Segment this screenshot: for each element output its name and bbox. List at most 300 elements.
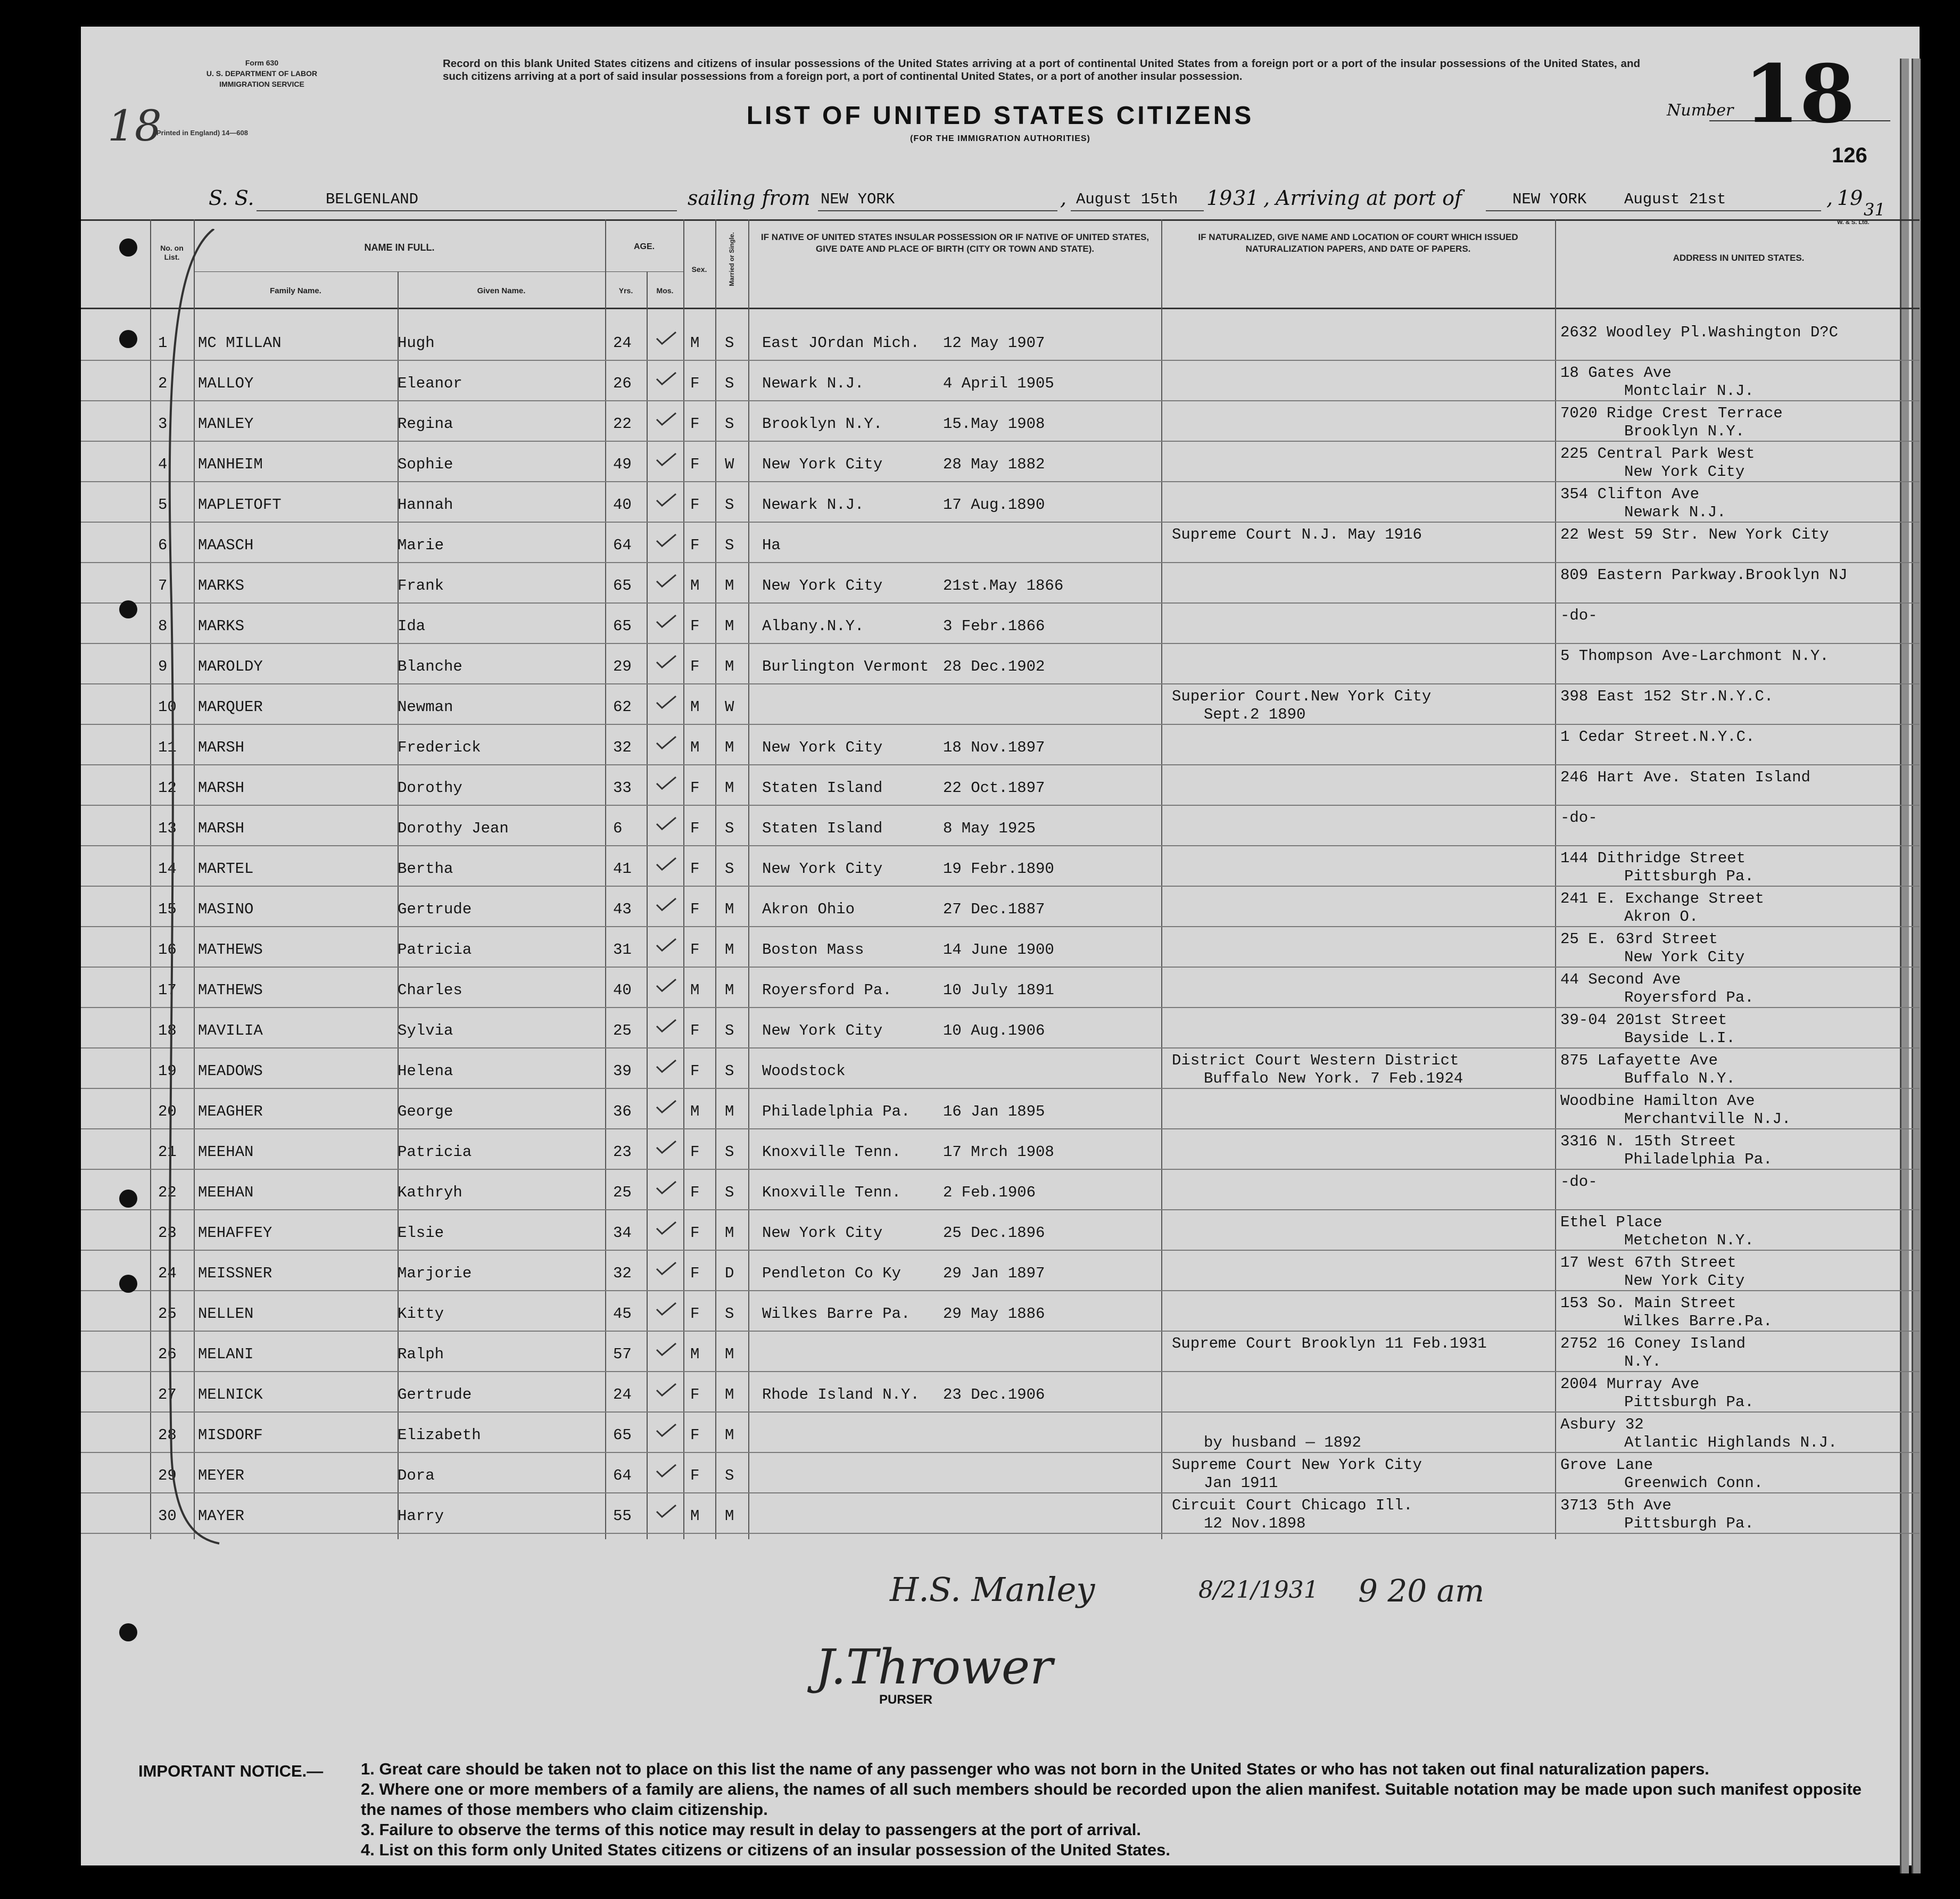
punch-hole <box>119 238 137 257</box>
given-name: Frank <box>398 577 444 595</box>
address-line-1: 354 Clifton Ave <box>1560 485 1700 503</box>
check-mark-icon <box>656 331 677 345</box>
birth-place: Rhode Island N.Y. <box>762 1386 920 1403</box>
check-mark-icon <box>656 412 677 426</box>
row-number: 11 <box>158 739 177 756</box>
sex: F <box>690 779 700 797</box>
age-years: 22 <box>613 415 632 433</box>
check-mark-icon <box>656 776 677 790</box>
row-number: 19 <box>158 1062 177 1080</box>
given-name: Ralph <box>398 1345 444 1363</box>
sex: M <box>690 1507 700 1525</box>
birth-place: Burlington Vermont <box>762 658 929 675</box>
age-years: 64 <box>613 1467 632 1484</box>
marital-status: M <box>725 1103 734 1120</box>
purser-label: PURSER <box>879 1692 933 1707</box>
given-name: Elizabeth <box>398 1426 481 1444</box>
age-years: 43 <box>613 901 632 918</box>
row-rule <box>81 1047 1920 1048</box>
sex: M <box>690 739 700 756</box>
birth-place: Staten Island <box>762 779 883 797</box>
row-rule <box>81 1452 1920 1453</box>
address-line-2: Pittsburgh Pa. <box>1624 1515 1754 1532</box>
marital-status: M <box>725 1507 734 1525</box>
header-top-rule <box>81 219 1920 221</box>
birth-date: 22 Oct.1897 <box>943 779 1045 797</box>
row-rule <box>81 481 1920 482</box>
given-name: Regina <box>398 415 453 433</box>
marital-status: S <box>725 415 734 433</box>
address-line-2: New York City <box>1624 1272 1745 1290</box>
sex: F <box>690 536 700 554</box>
family-name: MARSH <box>198 820 245 837</box>
age-years: 34 <box>613 1224 632 1242</box>
list-subtitle: (FOR THE IMMIGRATION AUTHORITIES) <box>910 134 1090 143</box>
punch-hole <box>119 330 137 348</box>
address-line-1: 22 West 59 Str. New York City <box>1560 526 1829 543</box>
given-name: Dorothy Jean <box>398 820 509 837</box>
check-mark-icon <box>656 1342 677 1356</box>
row-rule <box>81 400 1920 401</box>
address-line-1: 7020 Ridge Crest Terrace <box>1560 404 1783 422</box>
marital-status: W <box>725 698 734 716</box>
birth-date: 23 Dec.1906 <box>943 1386 1045 1403</box>
age-years: 40 <box>613 496 632 514</box>
departure-date: August 15th <box>1076 191 1178 208</box>
birth-date: 29 Jan 1897 <box>943 1265 1045 1282</box>
address-line-1: 225 Central Park West <box>1560 445 1755 463</box>
sex: F <box>690 1143 700 1161</box>
family-name: MATHEWS <box>198 941 263 959</box>
address-line-1: 18 Gates Ave <box>1560 364 1672 382</box>
family-name: MARSH <box>198 779 245 797</box>
family-name: MEADOWS <box>198 1062 263 1080</box>
marital-status: S <box>725 496 734 514</box>
address-line-2: Montclair N.J. <box>1624 382 1754 400</box>
family-name: MARTEL <box>198 860 254 878</box>
address-line-1: 5 Thompson Ave-Larchmont N.Y. <box>1560 647 1829 665</box>
purser-signature: J.Thrower <box>815 1639 1053 1695</box>
arrival-port: NEW YORK <box>1512 191 1587 208</box>
marital-status: M <box>725 1345 734 1363</box>
birth-date: 17 Aug.1890 <box>943 496 1045 514</box>
age-years: 25 <box>613 1184 632 1201</box>
marital-status: S <box>725 1467 734 1484</box>
age-years: 29 <box>613 658 632 675</box>
header-mos: Mos. <box>656 286 674 295</box>
given-name: George <box>398 1103 453 1120</box>
arrival-year-prefix: 19 <box>1837 186 1863 210</box>
marital-status: M <box>725 901 734 918</box>
header-yrs: Yrs. <box>618 286 633 295</box>
comma: , <box>1060 186 1067 210</box>
row-number: 24 <box>158 1265 177 1282</box>
sex: F <box>690 617 700 635</box>
age-years: 23 <box>613 1143 632 1161</box>
birth-place: Wilkes Barre Pa. <box>762 1305 911 1323</box>
age-years: 6 <box>613 820 623 837</box>
col-rule <box>150 219 151 1539</box>
notice-item-3: 3. Failure to observe the terms of this notice may result in delay to passengers at the port of arrival. <box>361 1820 1142 1839</box>
given-name: Marie <box>398 536 444 554</box>
birth-date: 14 June 1900 <box>943 941 1054 959</box>
given-name: Patricia <box>398 1143 472 1161</box>
family-name: MC MILLAN <box>198 334 282 352</box>
row-number: 7 <box>158 577 168 595</box>
check-mark-icon <box>656 1302 677 1316</box>
given-name: Kathryh <box>398 1184 462 1201</box>
age-years: 24 <box>613 1386 632 1403</box>
inspector-time: 9 20 am <box>1358 1573 1485 1609</box>
given-name: Elsie <box>398 1224 444 1242</box>
given-name: Dora <box>398 1467 435 1484</box>
row-rule <box>81 1411 1920 1413</box>
age-years: 62 <box>613 698 632 716</box>
header-name-in-full: NAME IN FULL. <box>364 242 435 253</box>
row-number: 29 <box>158 1467 177 1484</box>
check-mark-icon <box>656 695 677 709</box>
address-line-2: Pittsburgh Pa. <box>1624 1393 1754 1411</box>
age-years: 64 <box>613 536 632 554</box>
notice-heading: IMPORTANT NOTICE.— <box>138 1762 324 1780</box>
family-name: MEEHAN <box>198 1184 254 1201</box>
naturalization-court: Superior Court.New York City <box>1172 688 1432 705</box>
address-line-1: Grove Lane <box>1560 1456 1653 1474</box>
manifest-sheet <box>81 27 1920 1865</box>
row-number: 16 <box>158 941 177 959</box>
address-line-1: 144 Dithridge Street <box>1560 849 1746 867</box>
given-name: Newman <box>398 698 453 716</box>
service: IMMIGRATION SERVICE <box>219 80 304 88</box>
check-mark-icon <box>656 452 677 466</box>
family-name: MALLOY <box>198 375 254 392</box>
punch-hole <box>119 1190 137 1208</box>
address-line-2: Philadelphia Pa. <box>1624 1151 1773 1168</box>
row-number: 18 <box>158 1022 177 1039</box>
department: U. S. DEPARTMENT OF LABOR <box>206 69 318 78</box>
sex: F <box>690 1265 700 1282</box>
notice-item-2: 2. Where one or more members of a family are aliens, the names of all such members should be recorded upon the alien manifest. Suitable notation may be made upon such manifest opposite the names of those members who claim citizenship. <box>361 1780 1862 1819</box>
naturalization-court: Circuit Court Chicago Ill. <box>1172 1497 1413 1514</box>
row-number: 8 <box>158 617 168 635</box>
naturalization-date: 12 Nov.1898 <box>1204 1515 1306 1532</box>
date-fill-line <box>1071 210 1204 211</box>
row-rule <box>81 1533 1920 1534</box>
sex: F <box>690 820 700 837</box>
header-naturalized: IF NATURALIZED, GIVE NAME AND LOCATION OF COURT WHICH ISSUED NATURALIZATION PAPERS, AND DATE OF PAPERS. <box>1198 232 1518 254</box>
address-line-1: Ethel Place <box>1560 1213 1663 1231</box>
row-number: 15 <box>158 901 177 918</box>
row-number: 21 <box>158 1143 177 1161</box>
birth-place: Ha <box>762 536 781 554</box>
naturalization-date: Buffalo New York. 7 Feb.1924 <box>1204 1070 1463 1087</box>
binding-edge <box>1912 59 1921 1873</box>
age-years: 33 <box>613 779 632 797</box>
row-number: 5 <box>158 496 168 514</box>
row-rule <box>81 643 1920 644</box>
col-rule <box>715 219 716 1539</box>
birth-place: Staten Island <box>762 820 883 837</box>
sex: F <box>690 1426 700 1444</box>
check-mark-icon <box>656 1423 677 1437</box>
birth-date: 10 Aug.1906 <box>943 1022 1045 1039</box>
naturalization-date: Jan 1911 <box>1204 1474 1278 1492</box>
birth-place: New York City <box>762 456 883 473</box>
family-name: MELANI <box>198 1345 254 1363</box>
birth-place: East JOrdan Mich. <box>762 334 920 352</box>
header-married: Married or Single. <box>728 232 735 286</box>
address-line-2: Akron O. <box>1624 908 1699 926</box>
row-number: 23 <box>158 1224 177 1242</box>
departure-port: NEW YORK <box>821 191 895 208</box>
address-line-2: Brooklyn N.Y. <box>1624 423 1745 440</box>
family-name: MEEHAN <box>198 1143 254 1161</box>
sex: F <box>690 1224 700 1242</box>
age-years: 25 <box>613 1022 632 1039</box>
row-rule <box>81 683 1920 684</box>
row-number: 22 <box>158 1184 177 1201</box>
family-name: MEHAFFEY <box>198 1224 272 1242</box>
printed-note: Printed in England) 14—608 <box>156 129 248 137</box>
header-address: ADDRESS IN UNITED STATES. <box>1673 253 1805 263</box>
check-mark-icon <box>656 897 677 911</box>
row-rule <box>81 441 1920 442</box>
check-mark-icon <box>656 978 677 992</box>
sex: F <box>690 1305 700 1323</box>
address-line-1: 1 Cedar Street.N.Y.C. <box>1560 728 1755 746</box>
birth-place: Philadelphia Pa. <box>762 1103 911 1120</box>
sex: M <box>690 577 700 595</box>
check-mark-icon <box>656 857 677 871</box>
row-rule <box>81 764 1920 765</box>
birth-place: New York City <box>762 577 883 595</box>
address-line-1: Woodbine Hamilton Ave <box>1560 1092 1755 1110</box>
family-name: MEAGHER <box>198 1103 263 1120</box>
marital-status: S <box>725 820 734 837</box>
marital-status: M <box>725 577 734 595</box>
given-name: Patricia <box>398 941 472 959</box>
marital-status: M <box>725 739 734 756</box>
address-line-1: 398 East 152 Str.N.Y.C. <box>1560 688 1774 705</box>
sex: F <box>690 941 700 959</box>
marital-status: M <box>725 617 734 635</box>
marital-status: S <box>725 860 734 878</box>
address-line-2: Newark N.J. <box>1624 503 1726 521</box>
row-rule <box>81 1331 1920 1332</box>
row-number: 9 <box>158 658 168 675</box>
birth-place: Brooklyn N.Y. <box>762 415 883 433</box>
sex: F <box>690 1184 700 1201</box>
row-rule <box>81 1209 1920 1210</box>
row-number: 4 <box>158 456 168 473</box>
check-mark-icon <box>656 1221 677 1235</box>
address-line-1: 17 West 67th Street <box>1560 1254 1736 1271</box>
punch-hole <box>119 1275 137 1293</box>
marital-status: M <box>725 658 734 675</box>
row-rule <box>81 1250 1920 1251</box>
address-line-1: 44 Second Ave <box>1560 971 1681 988</box>
marital-status: S <box>725 1305 734 1323</box>
check-mark-icon <box>656 533 677 547</box>
given-name: Blanche <box>398 658 462 675</box>
birth-date: 8 May 1925 <box>943 820 1036 837</box>
row-number: 14 <box>158 860 177 878</box>
birth-date: 15.May 1908 <box>943 415 1045 433</box>
birth-date: 19 Febr.1890 <box>943 860 1054 878</box>
header-sex: Sex. <box>691 265 707 274</box>
address-line-2: Royersford Pa. <box>1624 989 1754 1006</box>
sex: F <box>690 456 700 473</box>
birth-date: 25 Dec.1896 <box>943 1224 1045 1242</box>
birth-date: 4 April 1905 <box>943 375 1054 392</box>
birth-place: New York City <box>762 860 883 878</box>
address-line-1: 39-04 201st Street <box>1560 1011 1727 1029</box>
birth-place: New York City <box>762 1022 883 1039</box>
given-name: Hugh <box>398 334 435 352</box>
birth-date: 27 Dec.1887 <box>943 901 1045 918</box>
given-name: Gertrude <box>398 1386 472 1403</box>
departure-year-prefix: 19 <box>1206 186 1233 210</box>
check-mark-icon <box>656 736 677 749</box>
check-mark-icon <box>656 1140 677 1154</box>
row-rule <box>81 926 1920 927</box>
address-line-2: Merchantville N.J. <box>1624 1110 1791 1128</box>
age-years: 31 <box>613 941 632 959</box>
notice-item-4: 4. List on this form only United States citizens or citizens of an insular possession of the United States. <box>361 1840 1170 1859</box>
age-years: 26 <box>613 375 632 392</box>
col-rule <box>605 219 606 1539</box>
port-fill-line <box>818 210 1057 211</box>
age-years: 32 <box>613 1265 632 1282</box>
marital-status: M <box>725 1426 734 1444</box>
birth-date: 28 Dec.1902 <box>943 658 1045 675</box>
form-identifier <box>182 57 342 89</box>
birth-date: 29 May 1886 <box>943 1305 1045 1323</box>
given-name: Eleanor <box>398 375 462 392</box>
list-title: LIST OF UNITED STATES CITIZENS <box>746 102 1254 130</box>
birth-place: New York City <box>762 739 883 756</box>
birth-place: Boston Mass <box>762 941 864 959</box>
col-rule <box>748 219 749 1539</box>
address-line-2: N.Y. <box>1624 1353 1661 1370</box>
birth-place: Pendleton Co Ky <box>762 1265 902 1282</box>
sex: M <box>690 1345 700 1363</box>
address-line-1: Asbury 32 <box>1560 1416 1644 1433</box>
row-rule <box>81 1007 1920 1008</box>
given-name: Frederick <box>398 739 481 756</box>
punch-hole <box>119 1623 137 1641</box>
check-mark-icon <box>656 574 677 588</box>
given-name: Hannah <box>398 496 453 514</box>
birth-date: 18 Nov.1897 <box>943 739 1045 756</box>
row-number: 12 <box>158 779 177 797</box>
birth-place: Newark N.J. <box>762 496 864 514</box>
birth-date: 12 May 1907 <box>943 334 1045 352</box>
header-family-name: Family Name. <box>270 286 321 295</box>
sex: F <box>690 1467 700 1484</box>
marital-status: W <box>725 456 734 473</box>
address-line-2: New York City <box>1624 948 1745 966</box>
marital-status: D <box>725 1265 734 1282</box>
check-mark-icon <box>656 1504 677 1518</box>
family-name: MEYER <box>198 1467 245 1484</box>
row-rule <box>81 1371 1920 1372</box>
naturalization-court: District Court Western District <box>1172 1052 1459 1069</box>
given-name: Dorothy <box>398 779 462 797</box>
address-line-1: 809 Eastern Parkway.Brooklyn NJ <box>1560 566 1848 584</box>
row-number: 30 <box>158 1507 177 1525</box>
row-rule <box>81 1088 1920 1089</box>
family-name: MAYER <box>198 1507 245 1525</box>
marital-status: S <box>725 1022 734 1039</box>
form-number: Form 630 <box>245 59 279 67</box>
marital-status: S <box>725 375 734 392</box>
comma: , <box>1263 186 1270 210</box>
inspector-signature: H.S. Manley <box>890 1570 1095 1609</box>
inspector-date: 8/21/1931 <box>1198 1576 1319 1604</box>
naturalization-court: Supreme Court New York City <box>1172 1456 1422 1474</box>
row-rule <box>81 845 1920 846</box>
check-mark-icon <box>656 371 677 385</box>
printer-mark: W. & S. Ltd. <box>1837 219 1870 226</box>
family-name: MAVILIA <box>198 1022 263 1039</box>
family-name: MAPLETOFT <box>198 496 282 514</box>
header-birth: IF NATIVE OF UNITED STATES INSULAR POSSESSION OR IF NATIVE OF UNITED STATES, GIVE DATE AND PLACE OF BIRTH (CITY OR TOWN AND STATE). <box>760 232 1149 254</box>
number-label: Number <box>1667 101 1734 120</box>
birth-place: Newark N.J. <box>762 375 864 392</box>
birth-place: New York City <box>762 1224 883 1242</box>
given-name: Charles <box>398 981 462 999</box>
check-mark-icon <box>656 1261 677 1275</box>
header-given-name: Given Name. <box>477 286 526 295</box>
header-no: No. on List. <box>160 244 184 261</box>
address-line-1: 875 Lafayette Ave <box>1560 1052 1718 1069</box>
row-rule <box>81 1128 1920 1129</box>
birth-date: 10 July 1891 <box>943 981 1054 999</box>
row-number: 28 <box>158 1426 177 1444</box>
row-rule <box>81 1169 1920 1170</box>
marital-status: M <box>725 941 734 959</box>
address-line-2: Wilkes Barre.Pa. <box>1624 1312 1773 1330</box>
col-rule <box>683 219 684 1539</box>
address-line-1: 3316 N. 15th Street <box>1560 1133 1736 1150</box>
given-name: Sylvia <box>398 1022 453 1039</box>
col-rule <box>647 271 648 1539</box>
family-name: MANHEIM <box>198 456 263 473</box>
check-mark-icon <box>656 938 677 952</box>
row-rule <box>81 805 1920 806</box>
address-line-2: Metcheton N.Y. <box>1624 1232 1754 1249</box>
marital-status: M <box>725 1386 734 1403</box>
sex: M <box>690 698 700 716</box>
birth-place: Knoxville Tenn. <box>762 1184 902 1201</box>
address-line-1: 25 E. 63rd Street <box>1560 930 1718 948</box>
age-years: 49 <box>613 456 632 473</box>
birth-place: Knoxville Tenn. <box>762 1143 902 1161</box>
row-rule <box>81 562 1920 563</box>
birth-place: Albany.N.Y. <box>762 617 864 635</box>
row-rule <box>81 1492 1920 1493</box>
marital-status: S <box>725 1184 734 1201</box>
address-line-1: -do- <box>1560 1173 1598 1191</box>
row-rule <box>81 886 1920 887</box>
arrival-fill-line <box>1486 210 1821 211</box>
family-name: MASINO <box>198 901 254 918</box>
row-number: 6 <box>158 536 168 554</box>
naturalization-court: Supreme Court N.J. May 1916 <box>1172 526 1422 543</box>
family-name: MISDORF <box>198 1426 263 1444</box>
sex: M <box>690 981 700 999</box>
